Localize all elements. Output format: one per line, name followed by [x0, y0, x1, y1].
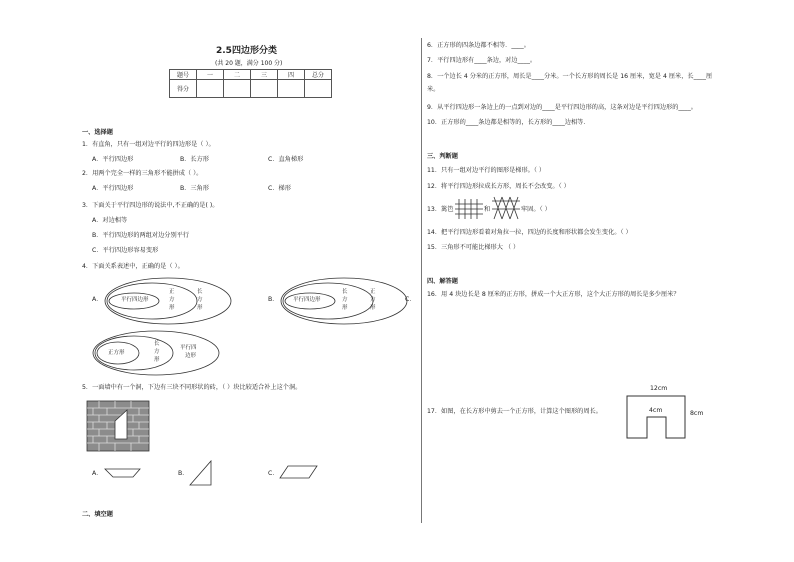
venn-a-label-xing2: 形 — [197, 305, 203, 311]
venn-c-label-xing: 形 — [154, 357, 160, 363]
venn-b-label-xing2: 形 — [370, 305, 376, 311]
score-cell: 题号 — [170, 70, 197, 80]
score-cell: 一 — [197, 70, 224, 80]
score-input-cell[interactable] — [197, 80, 224, 98]
score-cell: 二 — [224, 70, 251, 80]
fence-cross-figure — [492, 197, 520, 219]
option-2a: A．平行四边形 — [92, 185, 134, 192]
score-input-cell[interactable] — [305, 80, 332, 98]
trapezoid-shape — [105, 468, 141, 478]
question-2: 2．用两个完全一样的三角形不能拼成（ ）。 — [82, 170, 203, 177]
question-11: 11．只有一组对边平行的图形是梯形。（ ） — [427, 167, 546, 174]
score-cell: 总分 — [305, 70, 332, 80]
question-4: 4．下面关系表述中，正确的是（ ）。 — [82, 263, 184, 270]
venn-b-label-fang: 方 — [342, 297, 348, 303]
venn-c-label-pxsbx-b: 边形 — [185, 353, 197, 359]
option-3b: B．平行四边形的两组对边分别平行 — [92, 232, 190, 239]
question-13-part3: 牢固。（ ） — [521, 206, 551, 213]
page-title: 2.5四边形分类 — [216, 46, 277, 56]
score-input-cell[interactable] — [251, 80, 278, 98]
option-3a: A．对边相等 — [92, 217, 128, 224]
venn-a-label-xing: 形 — [169, 305, 175, 311]
figure-17-inner-label: 4cm — [649, 407, 663, 414]
section-heading-fill: 二、填空题 — [82, 511, 113, 518]
option-1c: C．直角梯形 — [268, 156, 304, 163]
venn-b-label-chang: 长 — [342, 289, 348, 295]
option-3c: C．平行四边形容易变形 — [92, 247, 159, 254]
venn-a-label-fang2: 方 — [197, 297, 203, 303]
venn-b-label-xing: 形 — [342, 305, 348, 311]
question-13-part2: 和 — [484, 206, 491, 213]
triangle-shape — [189, 460, 213, 486]
figure-17-right-label: 8cm — [690, 410, 704, 417]
option-5a-label: A． — [92, 470, 103, 477]
score-input-cell[interactable] — [278, 80, 305, 98]
option-4c-label: C． — [405, 296, 416, 303]
question-16: 16．用 4 块边长是 8 厘米的正方形，拼成一个大正方形，这个大正方形的周长是多少厘米？ — [427, 291, 680, 298]
question-13-part1: 13．篱笆 — [427, 206, 454, 213]
question-15: 15．三角形不可能比梯形大 （ ） — [427, 244, 520, 251]
venn-a-label-fang: 方 — [169, 297, 175, 303]
brick-wall-figure — [87, 401, 149, 451]
question-1: 1．有直角，只有一组对边平行的四边形是（ ）。 — [82, 141, 215, 148]
question-7: 7．平行四边形有____条边，对边____。 — [427, 57, 537, 64]
section-heading-choice: 一、选择题 — [82, 129, 113, 136]
score-cell: 三 — [251, 70, 278, 80]
venn-b-label-zheng: 正 — [370, 289, 376, 295]
venn-b-label-pxsbx: 平行四边形 — [293, 297, 321, 303]
fence-grid-figure — [455, 199, 483, 219]
question-14: 14．把平行四边形看着对角拉一拉，四边的长度和形状都会发生变化。（ ） — [427, 229, 632, 236]
option-5b-label: B． — [178, 470, 189, 477]
score-table-header-row — [170, 70, 332, 80]
option-4b-label: B． — [268, 296, 279, 303]
option-4a-label: A． — [92, 296, 103, 303]
section-heading-judge: 三、判断题 — [427, 153, 458, 160]
option-5c-label: C． — [268, 470, 279, 477]
question-17: 17．如图，在长方形中剪去一个正方形，计算这个图形的周长。 — [427, 408, 602, 415]
option-2b: B．三角形 — [180, 185, 209, 192]
question-3: 3．下面关于平行四边形的说法中,不正确的是( )。 — [82, 202, 219, 209]
question-8-line2: 米。 — [427, 86, 440, 93]
score-cell: 四 — [278, 70, 305, 80]
question-9: 9．从平行四边形一条边上的一点到对边的____是平行四边形的高，这条对边是平行四边形的____。 — [427, 104, 697, 111]
question-10: 10．正方形的____条边都是相等的，长方形的____边相等． — [427, 119, 590, 126]
venn-a-label-pxsbx: 平行四边形 — [121, 297, 149, 303]
venn-c-label-pxsbx-a: 平行四 — [180, 345, 197, 351]
venn-c-label-chang: 长 — [154, 341, 160, 347]
page-subtitle: (共 20 题，满分 100 分) — [215, 60, 283, 67]
option-1b: B．长方形 — [180, 156, 209, 163]
figure-17-shape — [626, 395, 686, 439]
venn-a-label-chang: 长 — [197, 289, 203, 295]
figure-17-top-label: 12cm — [650, 385, 668, 392]
venn-a-label-zheng: 正 — [169, 289, 175, 295]
option-2c: C．梯形 — [268, 185, 291, 192]
section-heading-solve: 四、解答题 — [427, 278, 458, 285]
question-6: 6．正方形的四条边都不相等．____。 — [427, 42, 530, 49]
score-table-score-row — [170, 80, 332, 98]
score-input-cell[interactable] — [224, 80, 251, 98]
question-5: 5．一面墙中有一个洞，下边有三块不同形状的砖，（ ）块比较适合补上这个洞。 — [82, 384, 302, 391]
question-8-line1: 8．一个边长 4 分米的正方形，周长是____分米。一个长方形的周长是 16 厘米，宽是 4 厘米，长____厘 — [427, 73, 713, 80]
venn-c-label-zfx: 正方形 — [108, 350, 125, 356]
question-12: 12．将平行四边形拉成长方形，周长不会改变。（ ） — [427, 183, 570, 190]
column-divider — [421, 38, 422, 523]
score-cell: 得分 — [170, 80, 197, 98]
score-table — [169, 69, 332, 98]
option-1a: A．平行四边形 — [92, 156, 134, 163]
venn-c-label-fang: 方 — [154, 349, 160, 355]
parallelogram-shape — [280, 465, 318, 479]
venn-b-label-fang2: 方 — [370, 297, 376, 303]
